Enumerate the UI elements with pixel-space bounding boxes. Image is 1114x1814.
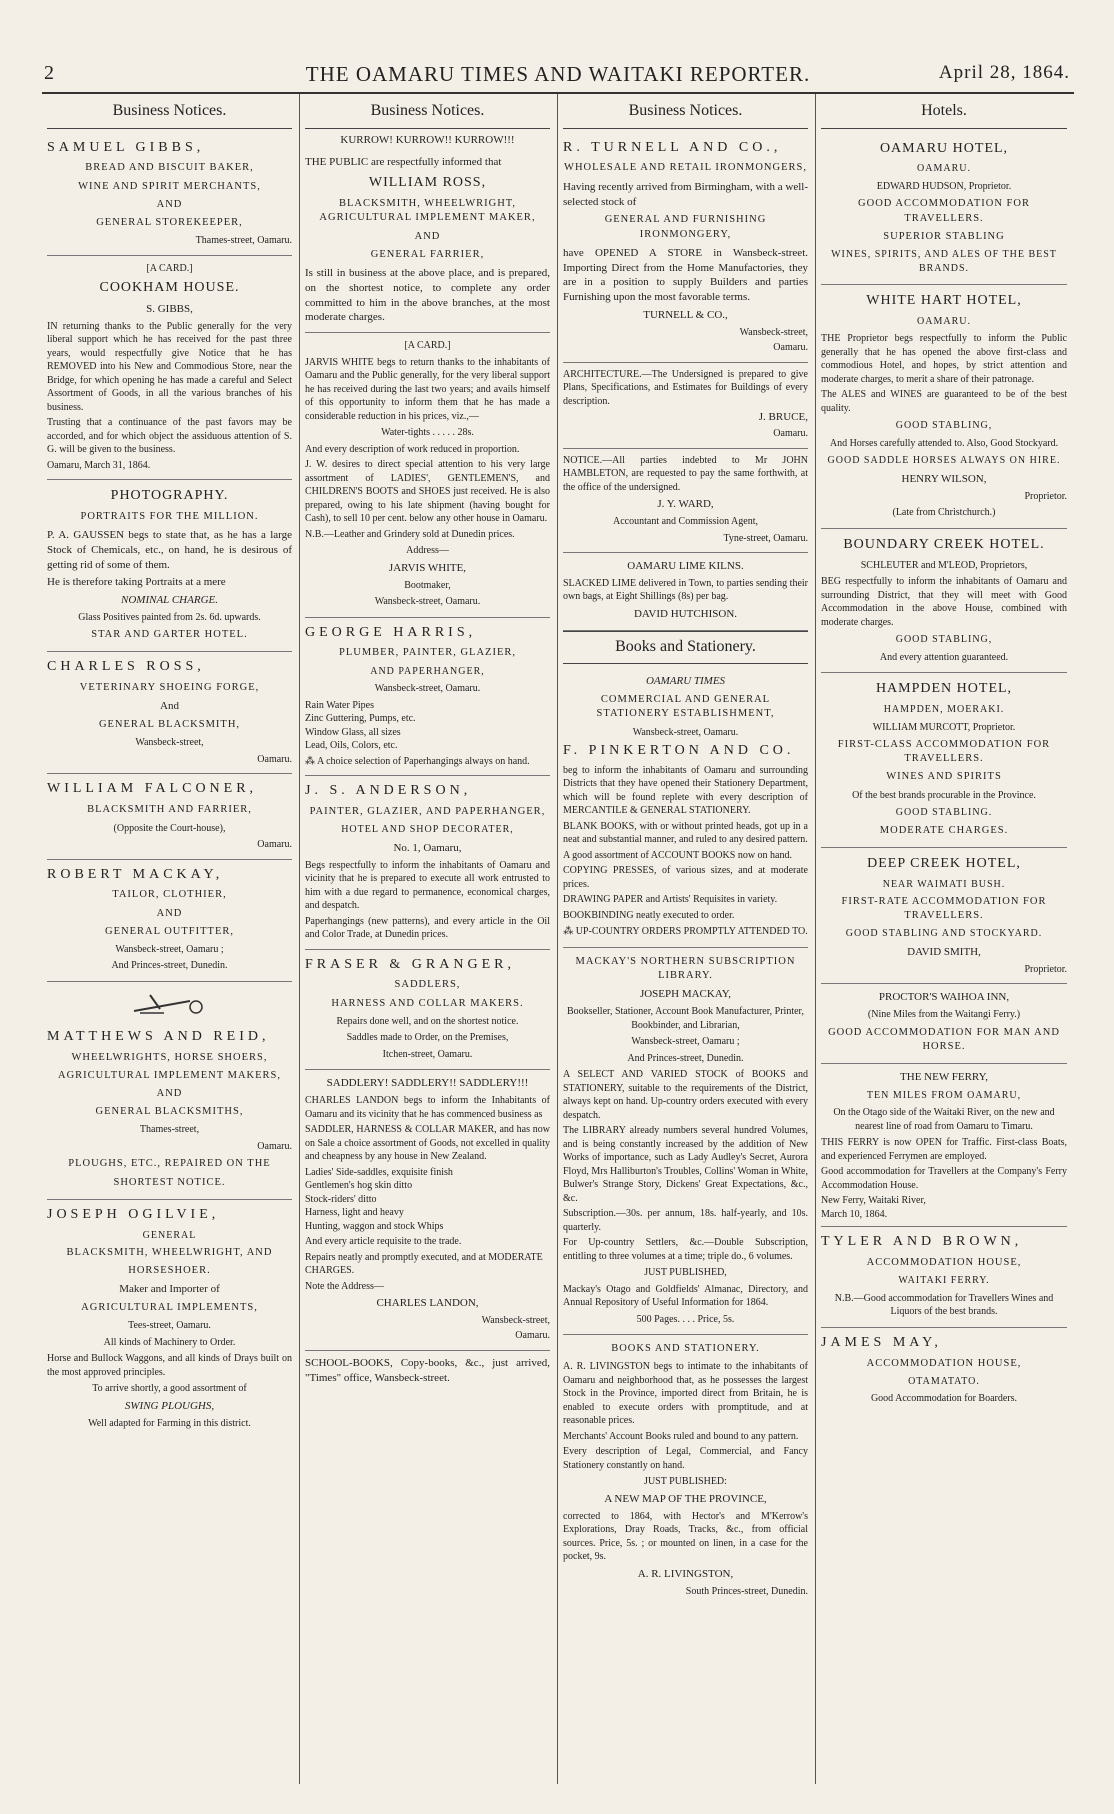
ad-line: Proprietor. bbox=[1024, 490, 1067, 502]
column-heading: Hotels. bbox=[821, 96, 1067, 129]
ad-line: AGRICULTURAL IMPLEMENT MAKERS, bbox=[58, 1069, 281, 1081]
ad-line: AND bbox=[156, 907, 183, 919]
ad-text: BOOKBINDING neatly executed to order. bbox=[563, 909, 735, 921]
ad-text: BEG respectfully to inform the inhabitants of Oamaru and surrounding District, that they will meet with Good Accommodation in the above House, combined with moderate charges. bbox=[821, 576, 1067, 628]
ad-new-ferry bbox=[821, 1064, 1067, 1227]
ad-text: Well adapted for Farming in this district. bbox=[88, 1417, 251, 1429]
ad-line: 500 Pages. . . . Price, 5s. bbox=[636, 1313, 735, 1325]
ad-text: J. W. desires to direct special attention to his very large assortment of LADIES', GENTLEMEN'S, and CHILDREN'S BOOTS and SHOES just received. He is also prepared, owing to his late shipment (having bought for Cash), to sell 10 per cent. below any other house in Oamaru. bbox=[305, 459, 550, 525]
ad-line: Maker and Importer of bbox=[119, 1283, 220, 1296]
ad-emphasis: SWING PLOUGHS, bbox=[124, 1399, 215, 1412]
ad-title: JOSEPH OGILVIE, bbox=[47, 1206, 220, 1222]
ad-line: WAITAKI FERRY. bbox=[898, 1275, 990, 1287]
ad-signature: DAVID SMITH, bbox=[907, 945, 981, 958]
ad-text: NOTICE.—All parties indebted to Mr JOHN HAMBLETON, are requested to pay the same forthwith, at the office of the undersigned. bbox=[563, 454, 808, 493]
ad-line: BLACKSMITH AND FARRIER, bbox=[87, 804, 252, 816]
ad-line: GOOD STABLING AND STOCKYARD. bbox=[845, 928, 1043, 940]
column-3 bbox=[558, 94, 816, 1784]
ad-text: Trusting that a continuance of the past favors may be accorded, and for which object the assiduous attention of S. G. will be given to the business. bbox=[47, 417, 292, 456]
ad-line: FIRST-CLASS ACCOMMODATION FOR TRAVELLERS. bbox=[837, 739, 1051, 765]
ad-title: OAMARU HOTEL, bbox=[879, 140, 1009, 156]
ad-address: Oamaru. bbox=[257, 839, 292, 850]
ad-text: THE Proprietor begs respectfully to inform the Public generally that he has opened the above first-class and commodious Hotel, and hopes, by strict attention and moderate charges, to merit a share of their patronage. bbox=[821, 333, 1067, 385]
ad-proctors-inn bbox=[821, 984, 1067, 1064]
ad-line: HOTEL AND SHOP DECORATER, bbox=[341, 824, 514, 836]
ad-title: JAMES MAY, bbox=[821, 1334, 942, 1350]
ad-samuel-gibbs bbox=[47, 133, 292, 256]
ad-line: HARNESS AND COLLAR MAKERS. bbox=[331, 997, 524, 1009]
ad-text: CHARLES LANDON begs to inform the Inhabitants of Oamaru and its vicinity that he has commenced business as bbox=[305, 1095, 550, 1120]
ad-title: ROBERT MACKAY, bbox=[47, 866, 224, 882]
ad-text: Glass Positives painted from 2s. 6d. upwards. bbox=[78, 611, 261, 623]
ad-title: MACKAY'S NORTHERN SUBSCRIPTION LIBRARY. bbox=[575, 955, 796, 982]
ad-line: (Nine Miles from the Waitangi Ferry.) bbox=[867, 1009, 1021, 1021]
ad-line: WINE AND SPIRIT MERCHANTS, bbox=[78, 180, 261, 192]
ad-address: And Princes-street, Dunedin. bbox=[627, 1052, 744, 1064]
ad-oamaru-hotel bbox=[821, 133, 1067, 285]
ad-line: BLACKSMITH, WHEELWRIGHT, AND bbox=[66, 1247, 273, 1259]
list-item: Window Glass, all sizes bbox=[305, 726, 401, 738]
list-item: Gentlemen's hog skin ditto bbox=[305, 1180, 413, 1192]
ad-line: AND bbox=[156, 198, 183, 210]
ad-line: OAMARU. bbox=[917, 315, 971, 327]
ad-boundary-creek-hotel bbox=[821, 529, 1067, 673]
ad-text: A good assortment of ACCOUNT BOOKS now on hand. bbox=[563, 849, 792, 861]
ad-photography bbox=[47, 480, 292, 652]
ad-matthews-and-reid bbox=[47, 982, 292, 1200]
ad-address: And Princes-street, Dunedin. bbox=[111, 960, 228, 972]
ad-line: BLACKSMITH, WHEELWRIGHT, AGRICULTURAL IMPLEMENT MAKER, bbox=[319, 198, 536, 224]
ad-title: HAMPDEN HOTEL, bbox=[875, 681, 1013, 697]
ad-line: GENERAL FARRIER, bbox=[370, 248, 485, 260]
ad-text: Merchants' Account Books ruled and bound to any pattern. bbox=[563, 1430, 799, 1442]
ad-line: EDWARD HUDSON, Proprietor. bbox=[876, 180, 1012, 192]
ad-charles-landon bbox=[305, 1070, 550, 1351]
ad-text: Subscription.—30s. per annum, 18s. half-yearly, and 10s. quarterly. bbox=[563, 1208, 808, 1233]
ad-title: THE NEW FERRY, bbox=[900, 1070, 988, 1083]
ad-line: GENERAL STOREKEEPER, bbox=[96, 217, 243, 228]
ad-school-books bbox=[305, 1351, 550, 1393]
ad-hampden-hotel bbox=[821, 673, 1067, 848]
ad-line: BREAD AND BISCUIT BAKER, bbox=[85, 162, 254, 174]
ad-deep-creek-hotel bbox=[821, 848, 1067, 985]
ad-line: And bbox=[160, 700, 179, 713]
ad-line: GOOD STABLING, bbox=[895, 634, 993, 646]
list-item: Hunting, waggon and stock Whips bbox=[305, 1220, 444, 1232]
ad-signature: JOSEPH MACKAY, bbox=[639, 988, 732, 1001]
ad-turnell bbox=[563, 133, 808, 363]
ad-line: GENERAL BLACKSMITHS, bbox=[95, 1106, 244, 1118]
ad-address: Wansbeck-street, bbox=[739, 326, 808, 338]
ad-address: Oamaru. bbox=[515, 1330, 550, 1342]
ad-line: Bootmaker, bbox=[404, 579, 451, 591]
ad-text: On the Otago side of the Waitaki River, on the new and nearest line of road from Oamaru to Timaru. bbox=[833, 1107, 1055, 1132]
ad-text: P. A. GAUSSEN begs to state that, as he has a large Stock of Chemicals, etc., on hand, he is desirous of getting rid of some of them. bbox=[47, 529, 292, 572]
ad-robert-mackay bbox=[47, 860, 292, 982]
ad-line: No. 1, Oamaru, bbox=[393, 841, 462, 854]
column-heading: Business Notices. bbox=[563, 96, 808, 129]
column-1 bbox=[42, 94, 300, 1784]
ad-address: Wansbeck-street, Oamaru ; bbox=[631, 1036, 740, 1048]
ad-title: FRASER & GRANGER, bbox=[305, 956, 515, 972]
ad-notice-ward bbox=[563, 449, 808, 553]
ad-line: STAR AND GARTER HOTEL. bbox=[91, 629, 248, 641]
ad-line: NEAR WAIMATI BUSH. bbox=[882, 878, 1006, 890]
ad-address: Wansbeck-street, Oamaru ; bbox=[115, 943, 224, 955]
ad-signature: DAVID HUTCHISON. bbox=[633, 607, 738, 620]
list-item: Harness, light and heavy bbox=[305, 1207, 404, 1219]
masthead bbox=[42, 0, 1074, 94]
ad-line: GENERAL AND FURNISHING IRONMONGERY, bbox=[604, 214, 767, 240]
list-item: Stock-riders' ditto bbox=[305, 1193, 377, 1205]
ad-date: Oamaru, March 31, 1864. bbox=[47, 459, 151, 471]
ad-address: Oamaru. bbox=[257, 753, 292, 765]
ad-text: ⁂ UP-COUNTRY ORDERS PROMPTLY ATTENDED TO. bbox=[563, 926, 808, 938]
ad-text: corrected to 1864, with Hector's and M'Kerrow's Explorations, Dray Roads, Tracks, &c., from official sources. Price, 5s. ; or mounted on linen, in a case for the pocket, 9s. bbox=[563, 1510, 808, 1563]
ad-address: South Princes-street, Dunedin. bbox=[685, 1585, 808, 1597]
ad-title: DEEP CREEK HOTEL, bbox=[867, 855, 1021, 871]
ad-text: A. R. LIVINGSTON begs to intimate to the inhabitants of Oamaru and neighborhood that, as he possesses the largest Stock in the Province, imported direct from Britain, he is enabled to execute orders with promptitude, and at reasonable prices. bbox=[563, 1361, 808, 1427]
ad-signature: HENRY WILSON, bbox=[901, 472, 987, 485]
ad-title: COOKHAM HOUSE. bbox=[99, 280, 240, 296]
ad-signature: JARVIS WHITE, bbox=[388, 561, 467, 574]
ad-line: WILLIAM MURCOTT, Proprietor. bbox=[872, 721, 1016, 733]
ad-address: Oamaru. bbox=[773, 428, 808, 440]
ad-line: AGRICULTURAL IMPLEMENTS, bbox=[81, 1302, 258, 1314]
ad-text: The ALES and WINES are guaranteed to be of the best quality. bbox=[821, 389, 1067, 414]
ad-title: PROCTOR'S WAIHOA INN, bbox=[878, 991, 1010, 1004]
ad-line: JUST PUBLISHED, bbox=[644, 1267, 727, 1279]
ad-title: GEORGE HARRIS, bbox=[305, 624, 477, 640]
ad-text: Good accommodation for Travellers at the Company's Ferry Accommodation House. bbox=[821, 1166, 1067, 1191]
ad-fraser-granger bbox=[305, 950, 550, 1071]
ad-livingston bbox=[563, 1335, 808, 1605]
ad-j-s-anderson bbox=[305, 776, 550, 949]
ad-text: SCHOOL-BOOKS, Copy-books, &c., just arrived, "Times" office, Wansbeck-street. bbox=[305, 1356, 550, 1384]
ad-line: JUST PUBLISHED: bbox=[644, 1476, 727, 1488]
ad-text: DRAWING PAPER and Artists' Requisites in variety. bbox=[563, 894, 778, 906]
ad-line: PLOUGHS, ETC., REPAIRED ON THE bbox=[68, 1158, 271, 1170]
ad-text: ⁂ A choice selection of Paperhangings always on hand. bbox=[305, 755, 530, 767]
ad-address: Wansbeck-street, bbox=[481, 1314, 550, 1326]
ad-line: PLUMBER, PAINTER, GLAZIER, bbox=[339, 647, 516, 659]
ad-line: WHEELWRIGHTS, HORSE SHOERS, bbox=[71, 1051, 268, 1063]
ad-line: Accountant and Commission Agent, bbox=[613, 516, 758, 528]
column-heading: Business Notices. bbox=[305, 96, 550, 129]
list-item: Lead, Oils, Colors, etc. bbox=[305, 740, 398, 752]
ad-line: GENERAL bbox=[142, 1229, 197, 1241]
ad-text: Having recently arrived from Birmingham, with a well-selected stock of bbox=[563, 180, 808, 208]
ad-tyler-and-brown bbox=[821, 1227, 1067, 1328]
ad-date: March 10, 1864. bbox=[821, 1208, 888, 1220]
ad-line: Bookseller, Stationer, Account Book Manufacturer, Printer, Bookbinder, and Librarian, bbox=[567, 1006, 804, 1031]
ad-text: N.B.—Leather and Grindery sold at Dunedin prices. bbox=[305, 528, 515, 540]
ad-line: Note the Address— bbox=[305, 1280, 384, 1292]
ad-text: To arrive shortly, a good assortment of bbox=[92, 1383, 247, 1395]
ad-text: And every article requisite to the trade. bbox=[305, 1236, 462, 1248]
ad-line: COMMERCIAL AND GENERAL STATIONERY ESTABLISHMENT, bbox=[596, 694, 775, 720]
ad-title: OAMARU LIME KILNS. bbox=[627, 560, 744, 573]
ad-title: PHOTOGRAPHY. bbox=[110, 488, 229, 504]
ad-line: Proprietor. bbox=[1024, 963, 1067, 975]
ad-mackay-library bbox=[563, 948, 808, 1335]
ad-title: BOUNDARY CREEK HOTEL. bbox=[843, 536, 1045, 552]
issue-date: April 28, 1864. bbox=[938, 62, 1070, 83]
section-heading: Books and Stationery. bbox=[563, 631, 808, 665]
ad-line: GENERAL BLACKSMITH, bbox=[98, 719, 241, 731]
ad-signature: CHARLES LANDON, bbox=[376, 1297, 479, 1310]
ad-text: JARVIS WHITE begs to return thanks to the inhabitants of Oamaru and the Public generally, for the very liberal support he has received during the last two years; and avails himself of this opportunity to inform them that he has made a considerable reduction in his prices, viz.,— bbox=[305, 356, 550, 422]
ad-line: GOOD SADDLE HORSES ALWAYS ON HIRE. bbox=[827, 455, 1061, 467]
ad-architecture bbox=[563, 363, 808, 449]
ad-text: A SELECT AND VARIED STOCK of BOOKS and STATIONERY, suitable to the requirements of the District, always kept on hand. Up-country orders executed with every despatch. bbox=[563, 1069, 808, 1121]
ad-white-hart-hotel bbox=[821, 285, 1067, 529]
ad-title: CHARLES ROSS, bbox=[47, 659, 205, 675]
ad-text: All kinds of Machinery to Order. bbox=[103, 1336, 236, 1348]
ad-emphasis: NOMINAL CHARGE. bbox=[121, 593, 218, 606]
ad-line: VETERINARY SHOEING FORGE, bbox=[79, 682, 260, 694]
ad-text: The LIBRARY already numbers several hundred Volumes, and is being constantly increased by the addition of New Works of importance, such as Lady Audley's Secret, Aurora Floyd, Mrs Halliburton's Troubles, Collins' Woman in White, Bulwer's Strange Story, Dickens' Great Expectations, &c., &c. bbox=[563, 1125, 808, 1204]
ad-title: R. TURNELL AND CO., bbox=[563, 139, 782, 155]
ad-line: OAMARU TIMES bbox=[645, 675, 726, 688]
ad-joseph-ogilvie bbox=[47, 1200, 292, 1439]
ad-cookham-house bbox=[47, 256, 292, 481]
ad-address: Oamaru. bbox=[257, 1140, 292, 1152]
ad-signature: A. R. LIVINGSTON, bbox=[637, 1567, 734, 1580]
ad-address: Thames-street, Oamaru. bbox=[195, 235, 292, 247]
ad-text: Saddles made to Order, on the Premises, bbox=[346, 1032, 509, 1044]
ad-signature: J. BRUCE, bbox=[758, 411, 808, 424]
ad-line: WHOLESALE AND RETAIL IRONMONGERS, bbox=[564, 162, 807, 174]
columns bbox=[42, 94, 1074, 1784]
ad-text: Paperhangings (new patterns), and every article in the Oil and Color Trade, at Dunedin prices. bbox=[305, 915, 550, 941]
ad-line: SADDLERS, bbox=[394, 979, 461, 991]
ad-text: have OPENED A STORE in Wansbeck-street. Importing Direct from the Home Manufactories, they are in a position to supply Builders and parties Furnishing upon the most favorable terms. bbox=[563, 246, 808, 304]
ad-title: KURROW! KURROW!! KURROW!!! bbox=[340, 133, 515, 146]
ad-text: Good Accommodation for Boarders. bbox=[870, 1393, 1018, 1405]
plough-illustration bbox=[47, 991, 292, 1022]
ad-line: (Opposite the Court-house), bbox=[113, 822, 226, 834]
ad-text: SLACKED LIME delivered in Town, to parties sending their own bags, at Eight Shillings (8s) per bag. bbox=[563, 577, 808, 603]
ad-signature: TURNELL & CO., bbox=[643, 309, 728, 322]
ad-text: COPYING PRESSES, of various sizes, and at moderate prices. bbox=[563, 865, 808, 890]
ad-title: WILLIAM FALCONER, bbox=[47, 781, 258, 797]
ad-line: HAMPDEN, MOERAKI. bbox=[883, 704, 1005, 716]
ad-line: WINES AND SPIRITS bbox=[886, 771, 1002, 783]
ad-line: AND bbox=[414, 230, 441, 242]
ad-charles-ross bbox=[47, 652, 292, 774]
ad-text: N.B.—Good accommodation for Travellers Wines and Liquors of the best brands. bbox=[834, 1292, 1054, 1318]
ad-title: TYLER AND BROWN, bbox=[821, 1234, 1023, 1250]
ad-william-falconer bbox=[47, 774, 292, 859]
ad-address: Wansbeck-street, Oamaru. bbox=[374, 683, 481, 695]
ad-text: Horse and Bullock Waggons, and all kinds of Drays built on the most approved principles. bbox=[47, 1353, 292, 1378]
ad-line: (Late from Christchurch.) bbox=[892, 507, 996, 519]
ad-address: Tees-street, Oamaru. bbox=[128, 1320, 211, 1332]
ad-address: Itchen-street, Oamaru. bbox=[382, 1048, 473, 1060]
ad-line: TEN MILES FROM OAMARU, bbox=[866, 1089, 1022, 1101]
ad-line: GOOD ACCOMMODATION FOR MAN AND HORSE. bbox=[828, 1026, 1060, 1052]
ad-title: WHITE HART HOTEL, bbox=[866, 293, 1022, 308]
ad-line: AND bbox=[156, 1087, 183, 1099]
ad-lime-kilns bbox=[563, 553, 808, 631]
ad-line: AND PAPERHANGER, bbox=[370, 665, 485, 677]
list-item: Zinc Guttering, Pumps, etc. bbox=[305, 713, 416, 725]
ad-jarvis-white bbox=[305, 333, 550, 617]
column-4 bbox=[816, 94, 1074, 1784]
ad-william-ross bbox=[305, 150, 550, 333]
ad-line: SHORTEST NOTICE. bbox=[113, 1176, 226, 1188]
ad-title: F. PINKERTON AND CO. bbox=[563, 743, 795, 759]
column-heading: Business Notices. bbox=[47, 96, 292, 129]
ad-text: And Horses carefully attended to. Also, Good Stockyard. bbox=[829, 437, 1059, 449]
ad-address: Wansbeck-street, bbox=[135, 737, 204, 749]
ad-text: Every description of Legal, Commercial, and Fancy Stationery constantly on hand. bbox=[563, 1446, 808, 1471]
ad-text: And every description of work reduced in proportion. bbox=[305, 443, 520, 455]
ad-signature: J. Y. WARD, bbox=[657, 498, 714, 511]
list-item: Ladies' Side-saddles, exquisite finish bbox=[305, 1166, 453, 1178]
ad-line: PAINTER, GLAZIER, AND PAPERHANGER, bbox=[309, 806, 546, 818]
ad-line: GENERAL OUTFITTER, bbox=[104, 925, 234, 937]
ad-george-harris bbox=[305, 618, 550, 777]
ad-pinkerton bbox=[563, 668, 808, 948]
ad-title: SADDLERY! SADDLERY!! SADDLERY!!! bbox=[326, 1077, 529, 1090]
ad-line: GOOD STABLING. bbox=[895, 807, 993, 819]
ad-address: Tyne-street, Oamaru. bbox=[723, 532, 808, 544]
ad-title: SAMUEL GIBBS, bbox=[47, 139, 205, 155]
ad-title: BOOKS AND STATIONERY. bbox=[611, 1343, 760, 1355]
ad-text: ARCHITECTURE.—The Undersigned is prepared to give Plans, Specifications, and Estimates for Buildings of every description. bbox=[563, 368, 808, 407]
ad-title: J. S. ANDERSON, bbox=[305, 783, 472, 799]
newspaper-title: THE OAMARU TIMES AND WAITAKI REPORTER. bbox=[305, 62, 811, 86]
ad-text: For Up-country Settlers, &c.—Double Subscription, entitling to three volumes at a time; triple do., 6 volumes. bbox=[563, 1237, 808, 1262]
ad-text: THIS FERRY is now OPEN for Traffic. First-class Boats, and experienced Ferrymen are employed. bbox=[821, 1137, 1067, 1162]
ad-address: Wansbeck-street, Oamaru. bbox=[374, 596, 481, 608]
ad-text: Begs respectfully to inform the inhabitants of Oamaru and vicinity that he is prepared to execute all work entrusted to him with a due regard to permanence, economical charges, and despatch. bbox=[305, 859, 550, 912]
ad-james-may bbox=[821, 1328, 1067, 1414]
ad-line: TAILOR, CLOTHIER, bbox=[112, 889, 227, 901]
page-number: 2 bbox=[44, 62, 54, 84]
ad-line: GOOD ACCOMMODATION FOR TRAVELLERS. bbox=[858, 198, 1030, 224]
ad-address: Wansbeck-street, Oamaru. bbox=[632, 726, 739, 738]
ad-line: FIRST-RATE ACCOMMODATION FOR TRAVELLERS. bbox=[841, 896, 1047, 922]
ad-text: SADDLER, HARNESS & COLLAR MAKER, and has now on Sale a choice assortment of Goods, not excelled in quality and cheapness by any house in New Zealand. bbox=[305, 1124, 550, 1163]
ad-address: New Ferry, Waitaki River, bbox=[821, 1195, 926, 1207]
ad-card: [A CARD.] bbox=[404, 340, 451, 352]
ad-line: SUPERIOR STABLING bbox=[883, 230, 1005, 242]
ad-line: Address— bbox=[406, 545, 449, 557]
ad-line: ACCOMMODATION HOUSE, bbox=[866, 1357, 1022, 1369]
ad-address: Oamaru. bbox=[773, 342, 808, 354]
ad-text: IN returning thanks to the Public generally for the very liberal support which he has received for the past three years, would respectfully give Notice that he has REMOVED into his New and Commodious Store, near the Bridge, for which opening he has made a careful and Select Assortment of Goods, in all the various branches of his business. bbox=[47, 320, 292, 413]
ad-line: ACCOMMODATION HOUSE, bbox=[866, 1257, 1022, 1269]
ad-signature: S. GIBBS, bbox=[146, 303, 193, 316]
ad-text: Repairs done well, and on the shortest notice. bbox=[336, 1015, 519, 1027]
ad-line: Of the best brands procurable in the Province. bbox=[852, 789, 1036, 801]
ad-text: Is still in business at the above place, and is prepared, on the shortest notice, to complete any order committed to him in the above branches, at the most moderate charges. bbox=[305, 266, 550, 324]
column-2 bbox=[300, 94, 558, 1784]
ad-text: Water-tights . . . . . 28s. bbox=[381, 427, 474, 439]
ad-address: Thames-street, bbox=[139, 1124, 200, 1136]
ad-line: WINES, SPIRITS, AND ALES OF THE BEST BRANDS. bbox=[831, 249, 1057, 274]
ad-text: Repairs neatly and promptly executed, and at MODERATE CHARGES. bbox=[305, 1251, 543, 1277]
ad-line: SCHLEUTER and M'LEOD, Proprietors, bbox=[860, 559, 1028, 571]
ad-line: And every attention guaranteed. bbox=[879, 651, 1009, 663]
ad-line: MODERATE CHARGES. bbox=[879, 824, 1009, 836]
ad-line: OTAMATATO. bbox=[908, 1375, 980, 1387]
ad-line: HORSESHOER. bbox=[128, 1265, 211, 1277]
ad-line: GOOD STABLING, bbox=[895, 420, 993, 432]
ad-card: [A CARD.] bbox=[146, 262, 193, 274]
ad-line: OAMARU. bbox=[917, 163, 971, 175]
ad-text: beg to inform the inhabitants of Oamaru and surrounding Districts that they have opened their Stationery Department, which will be found replete with every description of MERCANTILE & GENERAL STATIONERY. bbox=[563, 764, 808, 817]
list-item: Rain Water Pipes bbox=[305, 699, 374, 711]
ad-subtitle: PORTRAITS FOR THE MILLION. bbox=[80, 511, 259, 523]
ad-text: He is therefore taking Portraits at a mere bbox=[47, 576, 226, 588]
ad-line: A NEW MAP OF THE PROVINCE, bbox=[604, 1492, 767, 1505]
ad-text: BLANK BOOKS, with or without printed heads, got up in a neat and substantial manner, and ruled to any desired pattern. bbox=[563, 820, 808, 846]
ad-text: THE PUBLIC are respectfully informed that bbox=[305, 156, 502, 169]
ad-text: Mackay's Otago and Goldfields' Almanac, Directory, and Annual Repository of Useful Information for 1864. bbox=[563, 1283, 808, 1309]
ad-title: MATTHEWS AND REID, bbox=[47, 1028, 270, 1044]
ad-title: WILLIAM ROSS, bbox=[368, 175, 487, 191]
